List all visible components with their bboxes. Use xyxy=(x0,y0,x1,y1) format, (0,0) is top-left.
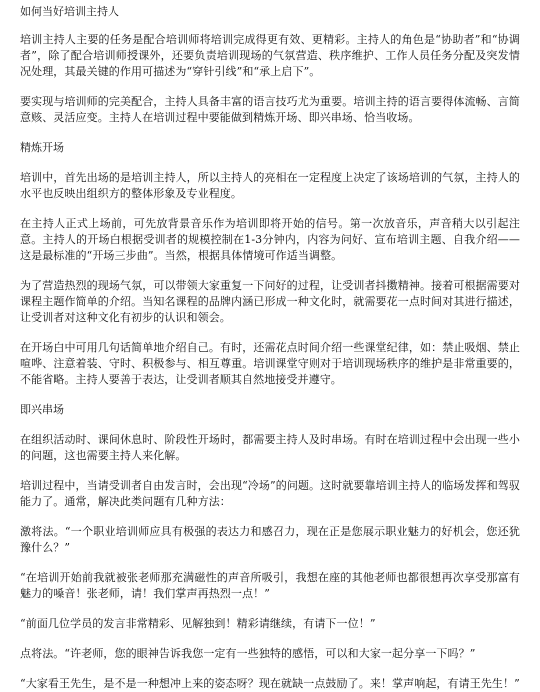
section-heading: 即兴串场 xyxy=(20,403,64,416)
paragraph: 培训过程中，当请受训者自由发言时，会出现“冷场”的问题。这时就要靠培训主持人的临场发挥和驾驭能力了。通常，解决此类问题有几种方法： xyxy=(20,479,520,508)
paragraph: 培训主持人主要的任务是配合培训师将培训完成得更有效、更精彩。主持人的角色是“协助者”和“协调者”，除了配合培训师授课外，还要负责培训现场的气氛营造、秩序维护、工作人员任务分配及突发情况处理，其最关键的作用可描述为“穿针引线”和“承上启下”。 xyxy=(20,33,520,78)
paragraph: “在培训开始前我就被张老师那充满磁性的声音所吸引，我想在座的其他老师也都很想再次享受那富有魅力的嗓音！张老师，请！我们掌声再热烈一点！” xyxy=(20,571,520,600)
paragraph: 在主持人正式上场前，可先放背景音乐作为培训即将开始的信号。第一次放音乐，声音稍大以引起注意。主持人的开场白根据受训者的规模控制在1-3分钟内，内容为问好、宣布培训主题、自我介绍——这是最标准的“开场三步曲”。当然，根据具体情境可作适当调整。 xyxy=(20,217,520,262)
paragraph: 激将法。“一个职业培训师应具有极强的表达力和感召力，现在正是您展示职业魅力的好机会，您还犹豫什么？” xyxy=(20,525,520,554)
paragraph: 为了营造热烈的现场气氛，可以带领大家重复一下问好的过程，让受训者抖擞精神。接着可根据需要对课程主题作简单的介绍。当知名课程的品牌内涵已形成一种文化时，就需要花一点时间对其进行描述，让受训者对这种文化有初步的认识和领会。 xyxy=(20,279,520,324)
document-title: 如何当好培训主持人 xyxy=(20,5,119,18)
paragraph: 在组织活动时、课间休息时、阶段性开场时，都需要主持人及时串场。有时在培训过程中会出现一些小的问题，这也需要主持人来化解。 xyxy=(20,433,520,462)
paragraph: “大家看王先生，是不是一种想冲上来的姿态呀？现在就缺一点鼓励了。来！掌声响起，有请王先生！” xyxy=(20,677,520,690)
paragraph: 培训中，首先出场的是培训主持人，所以主持人的亮相在一定程度上决定了该场培训的气氛，主持人的水平也反映出组织方的整体形象及专业程度。 xyxy=(20,171,520,200)
section-heading: 精炼开场 xyxy=(20,141,64,154)
paragraph: 在开场白中可用几句话简单地介绍自己。有时，还需花点时间介绍一些课堂纪律，如：禁止吸烟、禁止喧哗、注意着装、守时、积极参与、相互尊重。培训课堂守则对于培训现场秩序的维护是非常重要的，不能省略。主持人要善于表达，让受训者顺其自然地接受并遵守。 xyxy=(20,341,520,386)
paragraph: “前面几位学员的发言非常精彩、见解独到！精彩请继续，有请下一位！” xyxy=(20,617,376,630)
paragraph: 要实现与培训师的完美配合，主持人具备丰富的语言技巧尤为重要。培训主持的语言要得体流畅、言简意赅、灵活应变。主持人在培训过程中要能做到精炼开场、即兴串场、恰当收场。 xyxy=(20,95,520,124)
paragraph: 点将法。“许老师，您的眼神告诉我您一定有一些独特的感悟，可以和大家一起分享一下吗？” xyxy=(20,647,476,660)
